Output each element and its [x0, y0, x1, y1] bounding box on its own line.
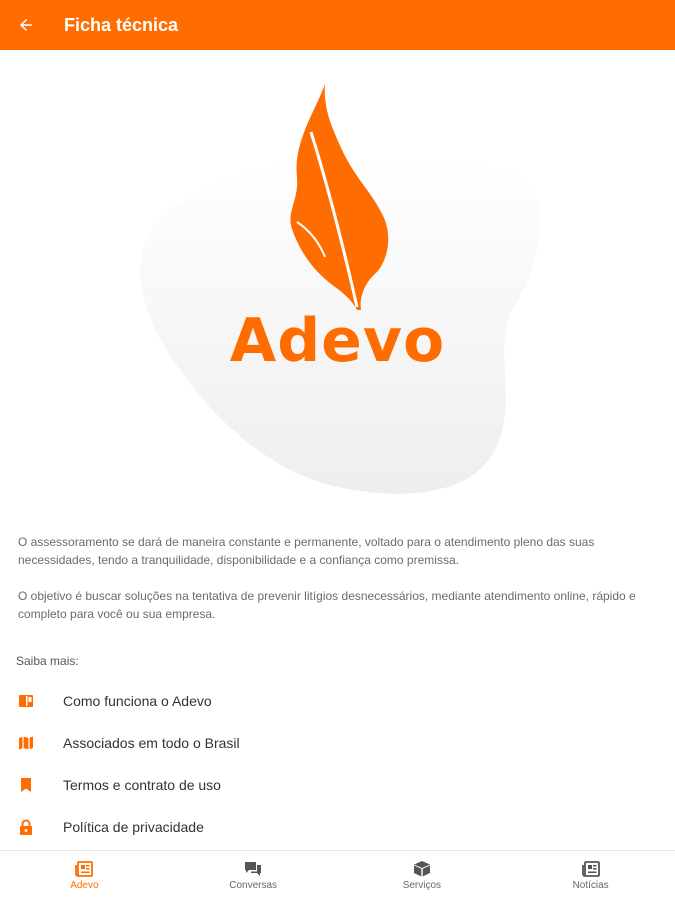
- nav-servicos[interactable]: [338, 851, 507, 900]
- arrow-left-icon: [17, 16, 35, 34]
- nav-adevo[interactable]: [0, 851, 169, 900]
- brand-name: Adevo: [229, 306, 446, 376]
- nav-label: Serviços: [402, 880, 442, 891]
- link-label: Termos e contrato de uso: [63, 777, 221, 793]
- description-paragraph-1: O assessoramento se dará de maneira constante e permanente, voltado para o atendimento pleno das suas necessidades, tendo a tranquilidade, disponibilidade e a confiança como premissa.: [18, 535, 595, 567]
- saiba-mais-label: Saiba mais:: [16, 654, 79, 668]
- links-list: [0, 680, 675, 848]
- link-como-funciona[interactable]: [0, 680, 675, 722]
- back-button[interactable]: [0, 0, 52, 50]
- app-bar: [0, 0, 675, 50]
- link-associados[interactable]: [0, 722, 675, 764]
- nav-label: Conversas: [229, 879, 278, 891]
- link-label: Associados em todo o Brasil: [63, 735, 240, 751]
- newspaper-icon: [75, 861, 93, 877]
- description-paragraph-2: O objetivo é buscar soluções na tentativa de prevenir litígios desnecessários, mediante atendimento online, rápido e completo para você ou sua empresa.: [18, 589, 636, 621]
- bottom-navigation: [0, 850, 675, 900]
- nav-label: Notícias: [572, 879, 609, 891]
- lock-icon: [17, 818, 35, 836]
- page-title: Ficha técnica: [64, 14, 179, 35]
- link-label: Como funciona o Adevo: [63, 693, 212, 709]
- description: [18, 533, 658, 641]
- news-icon: [582, 861, 600, 877]
- box-icon: [413, 860, 431, 877]
- nav-noticias[interactable]: [506, 851, 675, 900]
- link-privacidade[interactable]: [0, 806, 675, 848]
- nav-label: Adevo: [70, 879, 99, 891]
- hero-logo-area: [0, 50, 675, 520]
- bookmark-icon: [17, 776, 35, 794]
- link-termos[interactable]: [0, 764, 675, 806]
- chat-icon: [244, 861, 262, 877]
- nav-conversas[interactable]: [169, 851, 338, 900]
- book-icon: [17, 692, 35, 710]
- feather-flame-icon: [285, 82, 395, 312]
- link-label: Política de privacidade: [63, 819, 204, 835]
- map-icon: [17, 734, 35, 752]
